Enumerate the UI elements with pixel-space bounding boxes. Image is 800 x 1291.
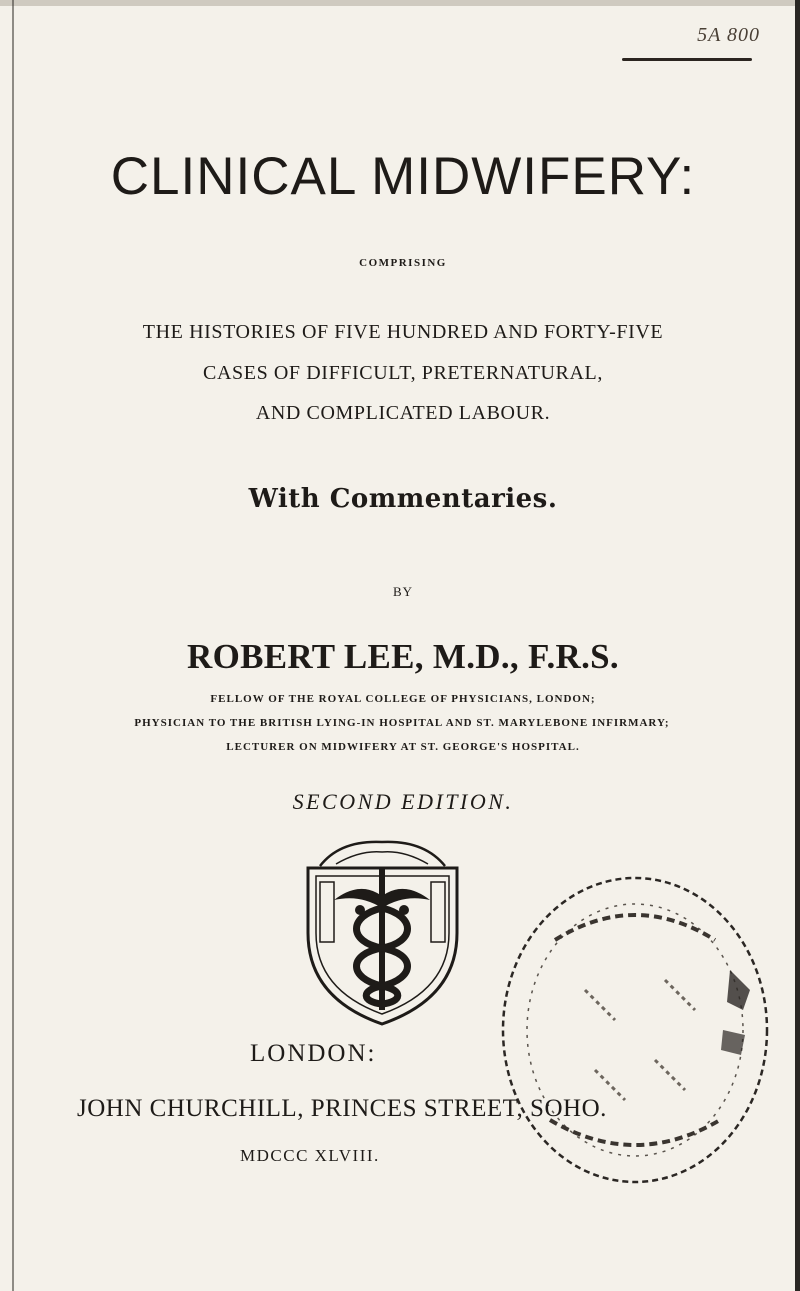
- page-top-edge: [0, 0, 800, 6]
- comprising-label: COMPRISING: [359, 257, 447, 269]
- shelf-mark: 5A 800: [697, 24, 760, 46]
- author-affiliation: LECTURER ON MIDWIFERY AT ST. GEORGE'S HOSPITAL.: [226, 741, 580, 753]
- edition-label: SECOND EDITION.: [292, 789, 514, 814]
- imprint-date: MDCCC XLVIII.: [240, 1146, 380, 1165]
- author-affiliation: PHYSICIAN TO THE BRITISH LYING-IN HOSPITAL AND ST. MARYLEBONE INFIRMARY;: [134, 717, 670, 729]
- description-line: THE HISTORIES OF FIVE HUNDRED AND FORTY-FIVE: [142, 321, 664, 343]
- by-label: BY: [392, 584, 414, 599]
- imprint-publisher: JOHN CHURCHILL, PRINCES STREET, SOHO.: [77, 1095, 607, 1122]
- imprint-city: LONDON:: [250, 1040, 377, 1067]
- shelf-mark-underline: [622, 58, 752, 61]
- library-stamp-icon: [495, 870, 775, 1190]
- page-right-edge: [795, 0, 800, 1291]
- author-name: ROBERT LEE, M.D., F.R.S.: [187, 637, 619, 676]
- author-affiliation: FELLOW OF THE ROYAL COLLEGE OF PHYSICIANS, LONDON;: [210, 693, 596, 705]
- description-line: AND COMPLICATED LABOUR.: [255, 402, 551, 424]
- caduceus-device-icon: [300, 838, 465, 1028]
- commentaries-line: With Commentaries.: [248, 484, 558, 514]
- description-line: CASES OF DIFFICULT, PRETERNATURAL,: [203, 362, 603, 384]
- book-title: CLINICAL MIDWIFERY:: [110, 147, 696, 206]
